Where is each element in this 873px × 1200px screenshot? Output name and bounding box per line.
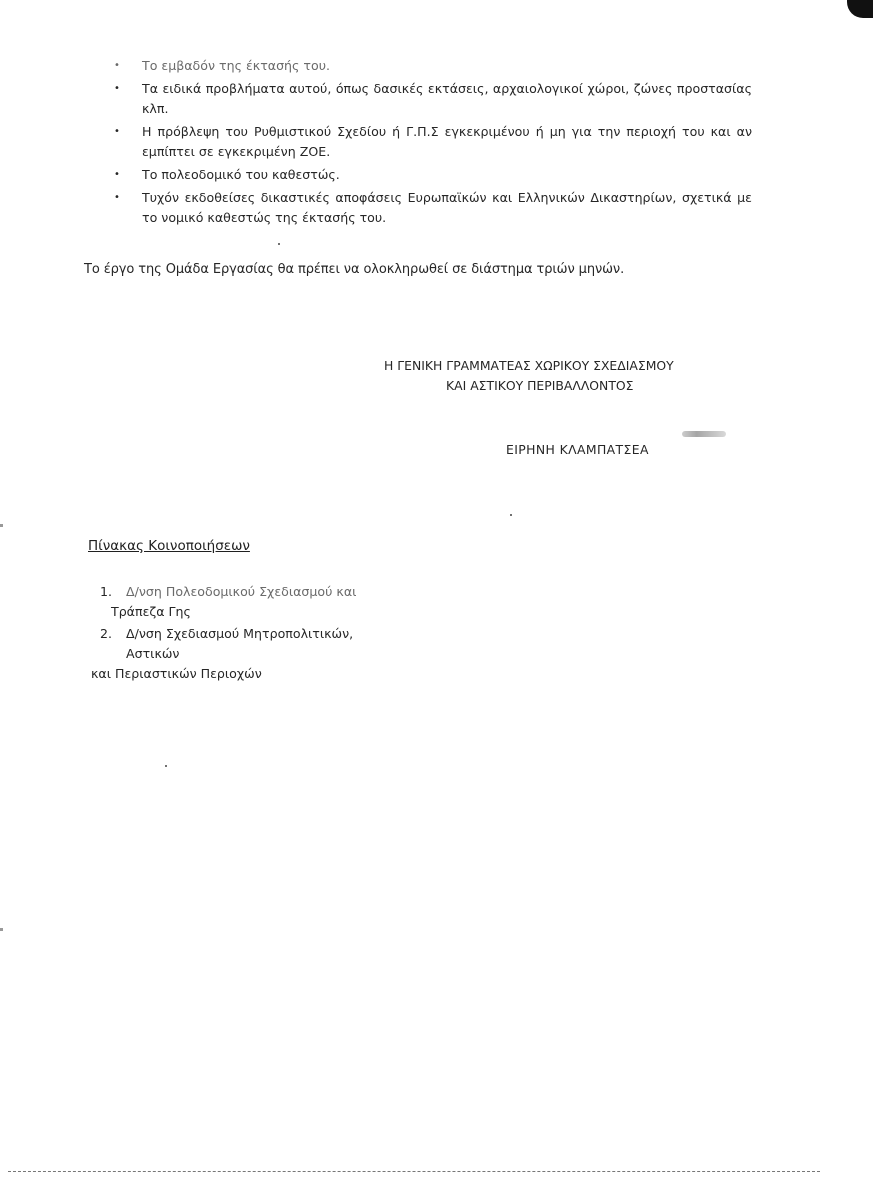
signature-title [384, 356, 674, 396]
distribution-list [91, 582, 357, 686]
criteria-bullet-list [112, 56, 752, 231]
signature-title-line-2: ΚΑΙ ΑΣΤΙΚΟΥ ΠΕΡΙΒΑΛΛΟΝΤΟΣ [446, 378, 634, 393]
scan-speck [165, 765, 167, 767]
distribution-item-line: Δ/νση Πολεοδομικού Σχεδιασμού και [126, 584, 357, 599]
bullet-dot-icon: • [114, 60, 120, 71]
scan-corner-mark [847, 0, 873, 18]
distribution-item-line: Τράπεζα Γης [111, 604, 191, 619]
closing-sentence: Το έργο της Ομάδα Εργασίας θα πρέπει να ολοκληρωθεί σε διάστημα τριών μηνών. [84, 262, 625, 277]
bullet-item [112, 165, 752, 185]
scan-speck [0, 928, 3, 931]
bullet-text: Τα ειδικά προβλήματα αυτού, όπως δασικές εκτάσεις, αρχαιολογικοί χώροι, ζώνες προστασίας κλπ. [142, 81, 752, 116]
bullet-item [112, 79, 752, 119]
distribution-item-number: 2. [100, 626, 113, 641]
signature-title-line-1: Η ΓΕΝΙΚΗ ΓΡΑΜΜΑΤΕΑΣ ΧΩΡΙΚΟΥ ΣΧΕΔΙΑΣΜΟΥ [384, 358, 674, 373]
scan-speck [0, 524, 3, 527]
bullet-item [112, 188, 752, 228]
distribution-item-number: 1. [100, 584, 113, 599]
signatory-name: ΕΙΡΗΝΗ ΚΛΑΜΠΑΤΣΕΑ [506, 442, 649, 457]
bullet-dot-icon: • [114, 192, 120, 203]
bullet-text: Η πρόβλεψη του Ρυθμιστικού Σχεδίου ή Γ.Π.Σ εγκεκριμένου ή μη για την περιοχή του και αν εμπίπτει σε εγκεκριμένη ΖΟΕ. [142, 124, 752, 159]
scan-speck [510, 514, 512, 516]
bullet-dot-icon: • [114, 83, 120, 94]
distribution-item-line: και Περιαστικών Περιοχών [91, 666, 262, 681]
bullet-item [112, 56, 752, 76]
distribution-list-title: Πίνακας Κοινοποιήσεων [88, 538, 250, 554]
scan-speck [278, 243, 280, 245]
distribution-item-line: Αστικών [126, 646, 180, 661]
bullet-text: Τυχόν εκδοθείσες δικαστικές αποφάσεις Ευρωπαϊκών και Ελληνικών Δικαστηρίων, σχετικά με το νομικό καθεστώς της έκτασής του. [142, 190, 752, 225]
distribution-item-line: Δ/νση Σχεδιασμού Μητροπολιτικών, [126, 626, 354, 641]
bullet-dot-icon: • [114, 169, 120, 180]
distribution-item [91, 624, 356, 684]
page-bottom-dashed-line [8, 1171, 820, 1172]
bullet-text: Το πολεοδομικό του καθεστώς. [142, 167, 340, 182]
bullet-dot-icon: • [114, 126, 120, 137]
distribution-item [100, 582, 356, 622]
signature-smudge [682, 431, 726, 437]
bullet-item [112, 122, 752, 162]
bullet-text: Το εμβαδόν της έκτασής του. [142, 58, 331, 73]
